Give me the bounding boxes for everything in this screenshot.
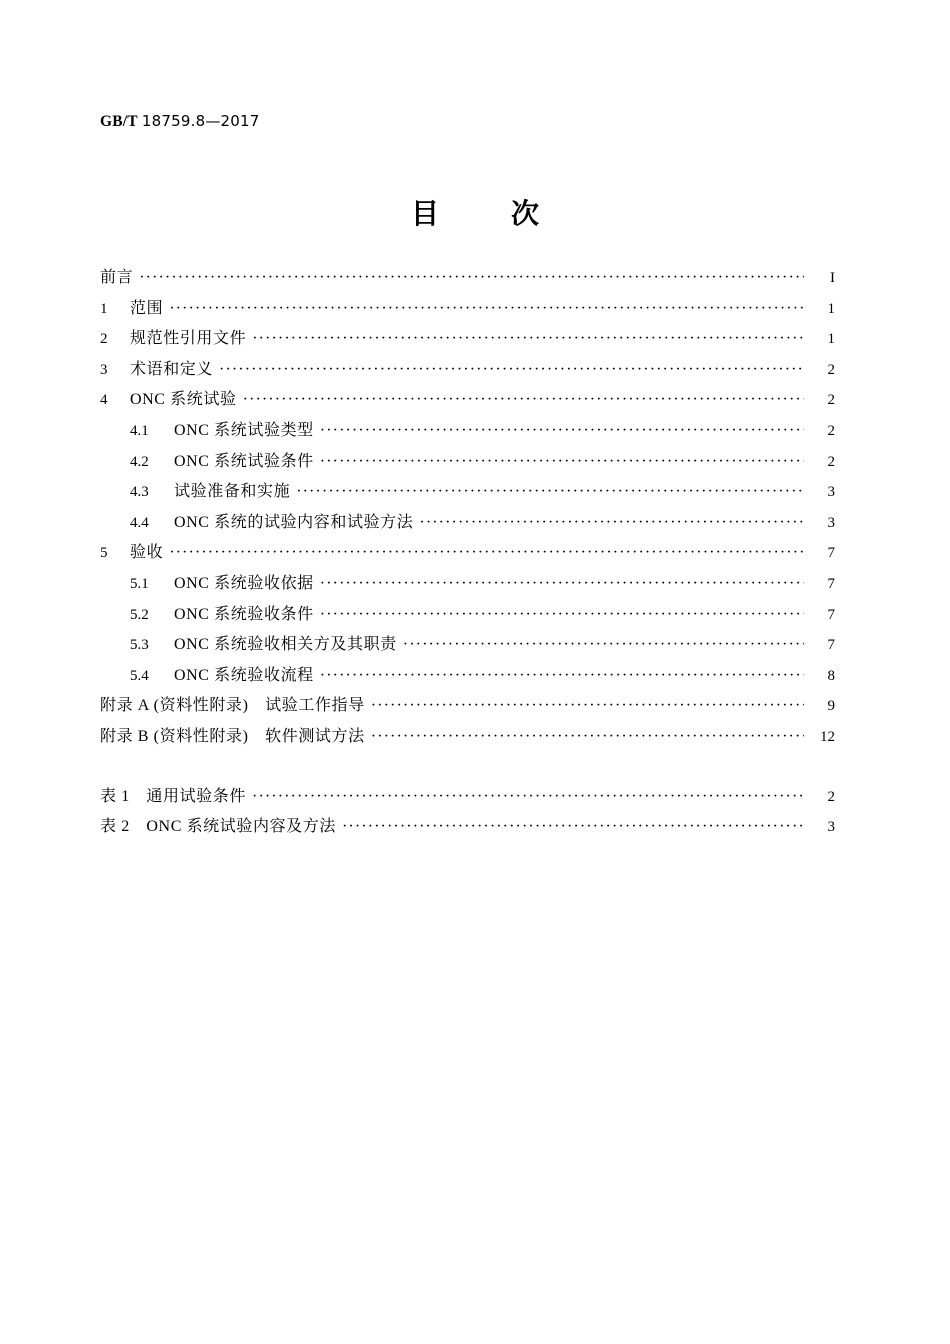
toc-entry-label: ONC 系统的试验内容和试验方法 [174, 513, 414, 531]
toc-entry[interactable] [100, 692, 835, 723]
toc-entry-label: ONC 系统验收流程 [174, 666, 314, 684]
toc-dot-leader [320, 454, 804, 470]
toc-dot-leader [252, 331, 804, 347]
toc-entry-page-number: 9 [827, 698, 835, 715]
toc-entry-label: ONC 系统验收条件 [174, 605, 314, 623]
toc-entry[interactable] [100, 325, 835, 356]
toc-entry-page-number: 7 [827, 545, 835, 562]
toc-entry-label: ONC 系统试验类型 [174, 421, 314, 439]
toc-entry-page-number: 2 [827, 453, 835, 470]
standard-code: GB/T [100, 113, 138, 130]
toc-dot-leader [342, 819, 804, 835]
toc-dot-leader [320, 668, 804, 684]
toc-entry[interactable] [100, 539, 835, 570]
toc-entry[interactable] [100, 570, 835, 601]
toc-entry-number: 5.1 [130, 575, 149, 592]
toc-entry[interactable] [100, 356, 835, 387]
toc-entry-page-number: 2 [827, 361, 835, 378]
standard-number: 18759.8—2017 [141, 112, 260, 130]
toc-entry[interactable] [100, 386, 835, 417]
toc-entry-number: 4 [100, 392, 108, 409]
toc-entry[interactable] [100, 783, 835, 814]
toc-entry-page-number: 7 [827, 606, 835, 623]
toc-entry[interactable] [100, 295, 835, 326]
toc-dot-leader [139, 270, 804, 286]
page-title: 目 次 [410, 197, 561, 230]
toc-entry[interactable] [100, 417, 835, 448]
toc-entry-label: 表 1 通用试验条件 [100, 787, 247, 805]
toc-entry-label: 范围 [130, 299, 164, 317]
toc-entry-number: 1 [100, 300, 108, 317]
toc-entry-label: 表 2 ONC 系统试验内容及方法 [100, 818, 336, 836]
toc-entry-number: 4.1 [130, 422, 149, 439]
toc-dot-leader [296, 484, 804, 500]
toc-dot-leader [252, 789, 804, 805]
toc-dot-leader [169, 545, 804, 561]
toc-entry-page-number: 2 [827, 422, 835, 439]
toc-entry-number: 5 [100, 545, 108, 562]
toc-entry[interactable] [100, 813, 835, 844]
toc-dot-leader [371, 729, 804, 745]
toc-dot-leader [371, 698, 804, 714]
toc-dot-leader [403, 637, 804, 653]
toc-dot-leader [419, 515, 804, 531]
toc-entry-number: 5.2 [130, 606, 149, 623]
toc-entry-page-number: I [830, 270, 835, 286]
toc-entry-page-number: 3 [827, 819, 835, 836]
toc-entry[interactable] [100, 662, 835, 693]
toc-entry-label: 术语和定义 [130, 360, 214, 378]
toc-entry-page-number: 7 [827, 575, 835, 592]
toc-entry-page-number: 2 [827, 788, 835, 805]
toc-dot-leader [243, 392, 804, 408]
toc-entry-page-number: 1 [827, 331, 835, 348]
toc-entry-page-number: 7 [827, 637, 835, 654]
toc-entry-number: 3 [100, 361, 108, 378]
toc-entry-label: 试验准备和实施 [174, 483, 291, 501]
toc-entry-page-number: 3 [827, 484, 835, 501]
table-of-contents [100, 264, 835, 844]
toc-dot-leader [169, 301, 804, 317]
toc-entry-number: 5.4 [130, 667, 149, 684]
toc-entry-label: ONC 系统验收依据 [174, 574, 314, 592]
toc-entry-page-number: 1 [827, 300, 835, 317]
toc-dot-leader [219, 362, 804, 378]
toc-entry-page-number: 12 [820, 728, 835, 745]
toc-entry-number: 4.3 [130, 484, 149, 501]
toc-entry-number: 5.3 [130, 637, 149, 654]
toc-entry[interactable] [100, 601, 835, 632]
toc-entry-label: 前言 [100, 269, 134, 286]
toc-entry[interactable] [100, 509, 835, 540]
toc-entry-label: 规范性引用文件 [130, 330, 247, 348]
toc-entry-label: ONC 系统试验 [130, 391, 237, 409]
toc-entry[interactable] [100, 478, 835, 509]
toc-entry[interactable] [100, 723, 835, 754]
toc-entry-label: 附录 A (资料性附录) 试验工作指导 [100, 697, 365, 715]
toc-entry-page-number: 3 [827, 514, 835, 531]
toc-entry-label: ONC 系统验收相关方及其职责 [174, 636, 397, 654]
toc-entry-label: ONC 系统试验条件 [174, 452, 314, 470]
toc-dot-leader [320, 423, 804, 439]
toc-entry[interactable] [100, 264, 835, 295]
toc-entry-number: 4.2 [130, 453, 149, 470]
toc-entry-number: 4.4 [130, 514, 149, 531]
toc-entry-number: 2 [100, 331, 108, 348]
toc-dot-leader [320, 576, 804, 592]
standard-header [100, 112, 260, 131]
toc-entry[interactable] [100, 631, 835, 662]
toc-entry-label: 附录 B (资料性附录) 软件测试方法 [100, 727, 365, 745]
toc-dot-leader [320, 607, 804, 623]
toc-entry-page-number: 2 [827, 392, 835, 409]
toc-entry-page-number: 8 [827, 667, 835, 684]
toc-entry-label: 验收 [130, 544, 164, 562]
toc-entry[interactable] [100, 448, 835, 479]
